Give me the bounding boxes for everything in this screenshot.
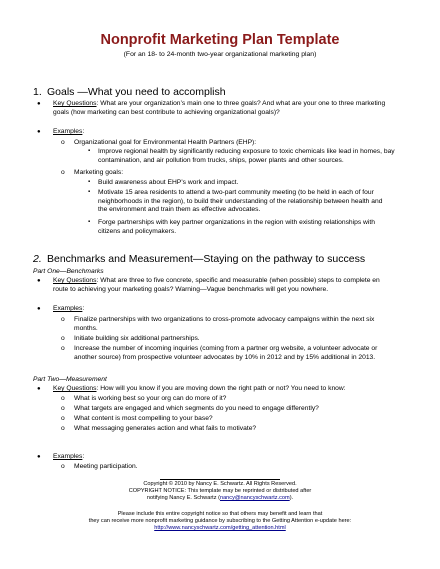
footer-please-1: Please include this entire copyright notice so that others may benefit and learn that: [117, 511, 323, 517]
org-goal-label: Organizational goal for Environmental Health Partners (EHP):: [74, 139, 257, 146]
circle-bullet-icon: o: [61, 335, 65, 342]
footer-url: [0, 525, 440, 532]
section-1-number: 1.: [33, 86, 42, 98]
benchmark-example-2: Initiate building six additional partnerships.: [74, 335, 200, 342]
key-questions-label: Key Questions: [53, 100, 97, 107]
circle-bullet-icon: o: [61, 425, 65, 432]
bullet-icon: ●: [37, 129, 41, 135]
circle-bullet-icon: o: [61, 169, 65, 176]
part-one-label: Part One—Benchmarks: [33, 268, 104, 275]
square-bullet-icon: ▪: [88, 179, 91, 185]
key-questions-2: Key Questions: What are three to five concrete, specific and measurable (when possible) steps to complete en route to achieving your marketing goals? Warning—Vague benchmarks will get you nowhere.: [53, 277, 380, 293]
footer-rule: [160, 479, 280, 480]
section-2-number: 2.: [33, 253, 42, 265]
section-2-title: Benchmarks and Measurement—Staying on the pathway to success: [47, 253, 366, 265]
page-title: Nonprofit Marketing Plan Template: [100, 32, 340, 48]
bullet-icon: ●: [37, 386, 41, 392]
org-goal-item: Improve regional health by significantly reducing exposure to toxic chemicals like lead in homes, bay contamination, and air pollution from trucks, ships, power plants and other sources.: [98, 148, 395, 164]
key-questions-3: Key Questions: How will you know if you are moving down the right path or not? You need to know:: [53, 385, 346, 392]
email-link[interactable]: nancy@nancyschwartz.com: [219, 495, 290, 501]
measurement-example-1: Meeting participation.: [74, 463, 138, 470]
measurement-question-1: What is working best so your org can do more of it?: [74, 395, 227, 402]
square-bullet-icon: ▪: [88, 189, 91, 195]
footer-please-2: they can receive more nonprofit marketing guidance by subscribing to the Getting Attention e-update here:: [88, 518, 352, 524]
bullet-icon: ●: [37, 306, 41, 312]
marketing-goals-label: Marketing goals:: [74, 169, 124, 176]
measurement-question-2: What targets are engaged and which segments do you need to engage differently?: [74, 405, 319, 412]
square-bullet-icon: ▪: [88, 219, 91, 225]
measurement-question-3: What content is most compelling to your base?: [74, 415, 213, 422]
bullet-icon: ●: [37, 278, 41, 284]
examples-label-2: Examples:: [53, 305, 85, 312]
bullet-icon: ●: [37, 101, 41, 107]
bullet-icon: ●: [37, 454, 41, 460]
examples-label-1: Examples:: [53, 128, 85, 135]
circle-bullet-icon: o: [61, 345, 65, 352]
benchmark-example-3: Increase the number of incoming inquiries (coming from a partner org website, a volunteer advocate or another source) from prospective volunteer advocates by 10% in 2012 and by 15% additional in 2013.: [74, 345, 378, 361]
circle-bullet-icon: o: [61, 139, 65, 146]
section-1-heading: [33, 86, 226, 98]
measurement-question-4: What messaging generates action and what fails to motivate?: [74, 425, 257, 432]
circle-bullet-icon: o: [61, 463, 65, 470]
benchmark-example-1: Finalize partnerships with two organizations to cross-promote advocacy campaigns within the next six months.: [74, 316, 375, 332]
marketing-goal-1: Build awareness about EHP’s work and impact.: [98, 179, 239, 186]
page-subtitle: (For an 18- to 24-month two-year organizational marketing plan): [123, 51, 317, 58]
marketing-goal-3: Forge partnerships with key partner organizations in the region with existing relationships with citizens and policymakers.: [98, 219, 375, 235]
footer-copyright: Copyright © 2010 by Nancy E. Schwartz. All Rights Reserved.: [143, 481, 297, 487]
section-1-title: Goals —What you need to accomplish: [47, 86, 226, 98]
circle-bullet-icon: o: [61, 415, 65, 422]
circle-bullet-icon: o: [61, 405, 65, 412]
circle-bullet-icon: o: [61, 395, 65, 402]
footer-notice-2: notifying Nancy E. Schwartz (nancy@nancyschwartz.com).: [146, 495, 294, 501]
marketing-goal-2: Motivate 15 area residents to attend a two-part community meeting (to be held in each of four neighborhoods in the region), to build their understanding of the relationship between health and the environment and train them as effective advocates.: [98, 189, 383, 214]
footer-notice-1: COPYRIGHT NOTICE: This template may be reprinted or distributed after: [128, 488, 312, 494]
key-questions-1: Key Questions: What are your organization’s main one to three goals? And what are your one to three marketing goals (how marketing can best contribute to achieving organizational goals)?: [53, 100, 386, 116]
section-2-heading: [33, 253, 365, 265]
getting-attention-link[interactable]: http://www.nancyschwartz.com/getting_attention.html: [154, 525, 286, 531]
square-bullet-icon: ▪: [88, 148, 91, 154]
circle-bullet-icon: o: [61, 316, 65, 323]
examples-label-3: Examples:: [53, 453, 85, 460]
part-two-label: Part Two—Measurement: [33, 376, 107, 383]
